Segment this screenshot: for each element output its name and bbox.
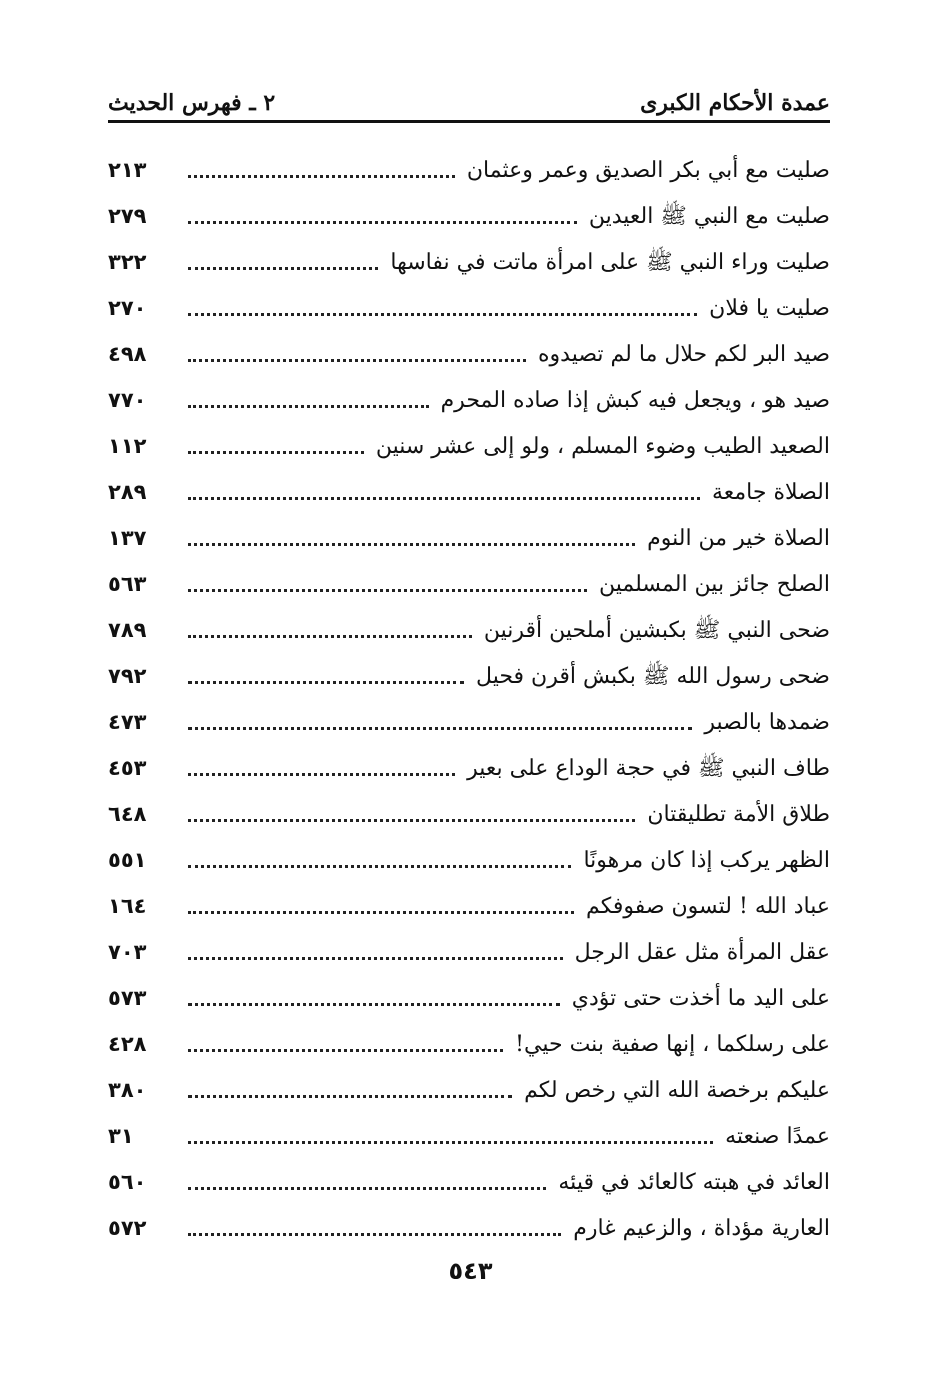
- entry-text: الصلاة جامعة: [711, 480, 830, 505]
- index-entry: [108, 193, 830, 239]
- entry-page-number: ٧٠٣: [108, 940, 147, 964]
- dot-leader: [188, 727, 692, 730]
- entry-text: ضحى رسول الله ﷺ بكبش أقرن فحيل: [476, 664, 830, 689]
- entry-text: عمدًا صنعته: [725, 1124, 830, 1149]
- entry-text: الصعيد الطيب وضوء المسلم ، ولو إلى عشر سنين: [375, 434, 830, 459]
- dot-leader: [188, 1141, 713, 1144]
- entry-page-number: ٧٨٩: [108, 618, 147, 642]
- entry-page-number: ٦٤٨: [108, 802, 147, 826]
- dot-leader: [188, 1003, 560, 1006]
- entry-page-number: ٤٥٣: [108, 756, 147, 780]
- entry-page-number: ١٦٤: [108, 894, 147, 918]
- dot-leader: [188, 1095, 512, 1098]
- index-entry: [108, 285, 830, 331]
- dot-leader: [188, 1187, 546, 1190]
- book-title: عمدة الأحكام الكبرى: [640, 90, 830, 116]
- entry-page-number: ٥٥١: [108, 848, 147, 872]
- entry-text: ضمدها بالصبر: [704, 710, 830, 735]
- entry-text: صليت يا فلان: [709, 296, 830, 321]
- entry-text: صليت مع أبي بكر الصديق وعمر وعثمان: [466, 158, 830, 183]
- dot-leader: [188, 405, 429, 408]
- index-entry: [108, 1159, 830, 1205]
- index-entry: [108, 377, 830, 423]
- entry-text: الصلح جائز بين المسلمين: [599, 572, 830, 597]
- index-entry: [108, 423, 830, 469]
- index-entry: [108, 561, 830, 607]
- index-entry: [108, 469, 830, 515]
- section-title: ٢ ـ فهرس الحديث: [108, 90, 276, 116]
- entry-page-number: ٢١٣: [108, 158, 147, 182]
- dot-leader: [188, 865, 571, 868]
- index-entry: [108, 975, 830, 1021]
- entry-page-number: ١١٢: [108, 434, 147, 458]
- hadith-index-list: [108, 147, 830, 1251]
- entry-text: صليت مع النبي ﷺ العيدين: [588, 204, 830, 229]
- entry-page-number: ٢٨٩: [108, 480, 147, 504]
- page-number: ٥٤٣: [448, 1257, 493, 1285]
- entry-text: عليكم برخصة الله التي رخص لكم: [524, 1078, 830, 1103]
- index-entry: [108, 1067, 830, 1113]
- dot-leader: [188, 313, 697, 316]
- dot-leader: [188, 773, 455, 776]
- dot-leader: [188, 1233, 561, 1236]
- dot-leader: [188, 497, 700, 500]
- dot-leader: [188, 1049, 503, 1052]
- index-entry: [108, 1205, 830, 1251]
- dot-leader: [188, 267, 378, 270]
- index-entry: [108, 837, 830, 883]
- index-entry: [108, 883, 830, 929]
- entry-page-number: ٥٧٢: [108, 1216, 147, 1240]
- index-entry: [108, 147, 830, 193]
- entry-text: طلاق الأمة تطليقتان: [647, 802, 830, 827]
- index-entry: [108, 929, 830, 975]
- dot-leader: [188, 957, 563, 960]
- entry-text: الصلاة خير من النوم: [647, 526, 830, 551]
- entry-page-number: ٤٢٨: [108, 1032, 147, 1056]
- entry-text: على اليد ما أخذت حتى تؤدي: [571, 986, 830, 1011]
- dot-leader: [188, 635, 472, 638]
- index-entry: [108, 607, 830, 653]
- entry-text: العارية مؤداة ، والزعيم غارم: [573, 1216, 830, 1241]
- index-entry: [108, 1113, 830, 1159]
- entry-text: على رسلكما ، إنها صفية بنت حيي!: [515, 1032, 830, 1057]
- entry-page-number: ٣٢٢: [108, 250, 147, 274]
- entry-page-number: ٧٧٠: [108, 388, 147, 412]
- entry-text: صيد هو ، ويجعل فيه كبش إذا صاده المحرم: [440, 388, 830, 413]
- entry-page-number: ٣١: [108, 1124, 134, 1148]
- entry-text: صليت وراء النبي ﷺ على امرأة ماتت في نفاسها: [390, 250, 830, 275]
- entry-page-number: ١٣٧: [108, 526, 147, 550]
- index-entry: [108, 745, 830, 791]
- entry-text: الظهر يركب إذا كان مرهونًا: [583, 848, 830, 873]
- dot-leader: [188, 359, 526, 362]
- dot-leader: [188, 819, 635, 822]
- entry-text: العائد في هبته كالعائد في قيئه: [558, 1170, 830, 1195]
- dot-leader: [188, 911, 574, 914]
- entry-text: عقل المرأة مثل عقل الرجل: [574, 940, 830, 965]
- index-entry: [108, 699, 830, 745]
- index-entry: [108, 239, 830, 285]
- entry-page-number: ٥٧٣: [108, 986, 147, 1010]
- entry-page-number: ٥٦٣: [108, 572, 147, 596]
- entry-page-number: ٧٩٢: [108, 664, 147, 688]
- entry-text: طاف النبي ﷺ في حجة الوداع على بعير: [467, 756, 830, 781]
- header-divider: [108, 120, 830, 123]
- entry-page-number: ٢٧٠: [108, 296, 147, 320]
- entry-page-number: ٥٦٠: [108, 1170, 147, 1194]
- dot-leader: [188, 175, 455, 178]
- dot-leader: [188, 681, 464, 684]
- entry-page-number: ٤٩٨: [108, 342, 147, 366]
- entry-page-number: ٣٨٠: [108, 1078, 147, 1102]
- entry-text: عباد الله ! لتسون صفوفكم: [586, 894, 830, 919]
- dot-leader: [188, 589, 587, 592]
- dot-leader: [188, 451, 364, 454]
- entry-text: صيد البر لكم حلال ما لم تصيدوه: [538, 342, 830, 367]
- index-entry: [108, 331, 830, 377]
- index-entry: [108, 1021, 830, 1067]
- index-entry: [108, 791, 830, 837]
- dot-leader: [188, 543, 635, 546]
- dot-leader: [188, 221, 577, 224]
- entry-page-number: ٤٧٣: [108, 710, 147, 734]
- entry-text: ضحى النبي ﷺ بكبشين أملحين أقرنين: [483, 618, 830, 643]
- running-header: [108, 80, 830, 116]
- entry-page-number: ٢٧٩: [108, 204, 147, 228]
- index-entry: [108, 515, 830, 561]
- index-entry: [108, 653, 830, 699]
